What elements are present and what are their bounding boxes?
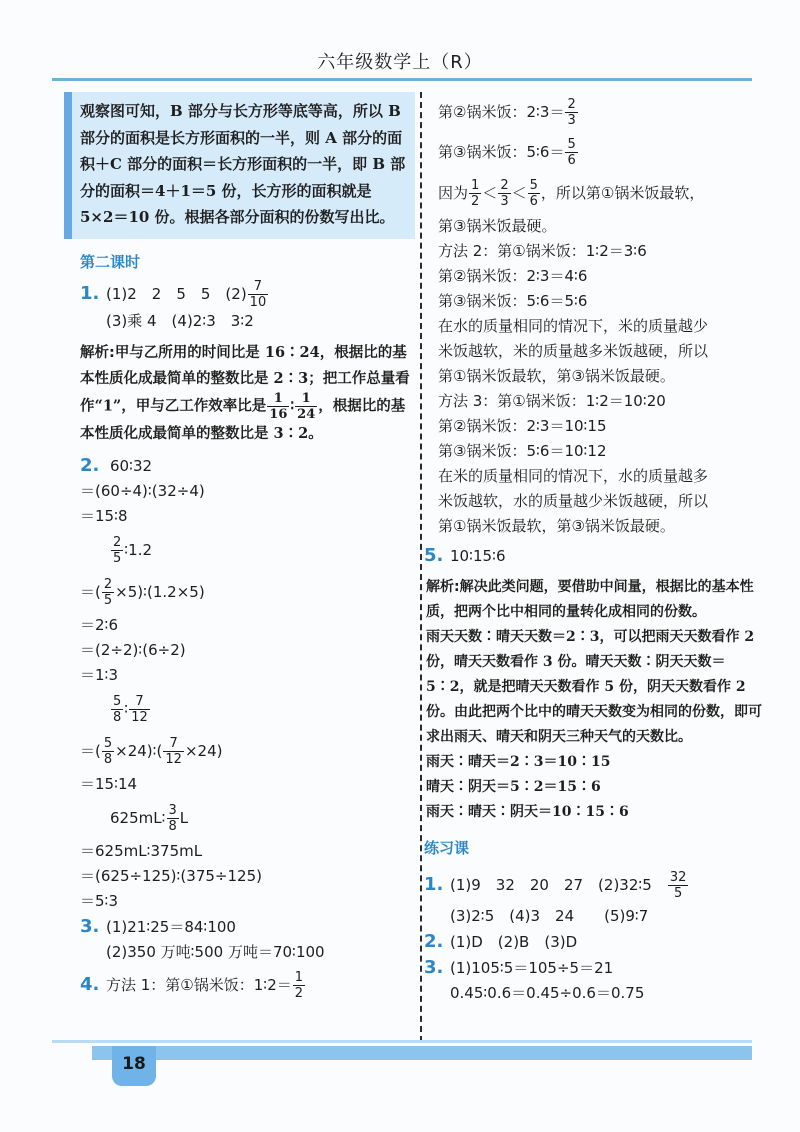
q2-c1-fraction-2: $\frac{7}{12}$ [131, 693, 148, 725]
m3-3: 第③锅米饭：5∶6＝10∶12 [438, 442, 607, 460]
q2-d1-fraction: $\frac{3}{8}$ [168, 802, 177, 834]
q1-number: 1. [80, 282, 100, 304]
p3-number: 3. [424, 957, 444, 978]
m2-4: 在水的质量相同的情况下，米的质量越少 [438, 317, 709, 335]
q2-d3: ＝(625÷125)∶(375÷125) [80, 866, 262, 885]
q2-b2-fraction: $\frac{2}{5}$ [103, 576, 113, 608]
explain-5-r1: 雨天∶晴天＝2∶3＝10∶15 [426, 754, 611, 770]
p3-line2: 0.45∶0.6＝0.45÷0.6＝0.75 [450, 984, 645, 1002]
q2-a1: 60∶32 [110, 456, 153, 475]
q2-b3: ＝2∶6 [80, 615, 118, 634]
explain-1 [80, 340, 415, 447]
explain-5-body: 雨天天数∶晴天天数＝2∶3，可以把雨天天数看作 2 份，晴天天数看作 3 份。晴天天数∶阴天天数＝5∶2，就是把晴天天数看作 5 份，阴天天数看作 2 份。由此把两个比中的晴天天数变为相同的份数，即可求出雨天、晴天和阴天三种天气的天数比。 [426, 629, 762, 745]
m2-5: 米饭越软，米的质量越多米饭越硬，所以 [438, 342, 709, 360]
q2-c2: ＝( $\frac{5}{8}$ ×24)∶( $\frac{7}{12}$ ×24) [80, 735, 223, 767]
q3-line1: 3. (1)21∶25＝84∶100 [80, 915, 236, 937]
q2-b1-fraction: $\frac{2}{5}$ [113, 534, 122, 566]
q4-fraction: $\frac{1}{2}$ [294, 969, 304, 1001]
note-box: 观察图可知，B 部分与长方形等底等高，所以 B 部分的面积是长方形面积的一半，则 A 部分的面积＋C 部分的面积＝长方形面积的一半，即 B 部分的面积＝4＋1＝5 份，长方形的面积就是 5×2＝10 份。根据各部分面积的份数写出比。 [64, 92, 415, 239]
q4-number: 4. [80, 973, 100, 995]
q2-b4: ＝(2÷2)∶(6÷2) [80, 640, 186, 659]
footer-bar [92, 1046, 752, 1060]
p1-fraction: $\frac{32}{5}$ [669, 870, 687, 901]
r-frac-3: $\frac{5}{6}$ [529, 178, 538, 209]
q3-line2: (2)350 万吨∶500 万吨＝70∶100 [106, 942, 325, 961]
ratio-sign: ∶ [290, 397, 295, 414]
m3-1: 方法 3：第①锅米饭：1∶2＝10∶20 [438, 392, 666, 410]
r-line1: 第②锅米饭：2∶3＝ $\frac{2}{3}$ [438, 97, 576, 128]
p1-number: 1. [424, 874, 444, 895]
footer-line [52, 1040, 752, 1043]
q1-line1 [80, 280, 415, 309]
q2-d2: ＝625mL∶375mL [80, 841, 203, 860]
p3-line1: 3. (1)105∶5＝105÷5＝21 [424, 957, 614, 978]
q2-a3: ＝15∶8 [80, 506, 128, 525]
r-frac-2: $\frac{2}{3}$ [500, 178, 509, 209]
q2-c2-fraction-1: $\frac{5}{8}$ [103, 735, 113, 767]
explain-label: 解析: [80, 344, 115, 361]
explain-5: 解析:解决此类问题，要借助中间量，根据比的基本性质，把两个比中相同的量转化成相同的份数。 [426, 579, 754, 620]
p1-line1: 1. (1)9 32 20 27 (2)32∶5 $\frac{32}{5}$ [424, 866, 768, 904]
m3-5: 米饭越软，水的质量越少米饭越硬，所以 [438, 492, 709, 510]
m2-1: 方法 2：第①锅米饭：1∶2＝3∶6 [438, 242, 647, 260]
explain-5-r3: 雨天∶晴天∶阴天＝10∶15∶6 [426, 804, 629, 820]
explain-1-text: 甲与乙所用的时间比是 16∶24，根据比的基本性质化成最简单的整数比是 2∶3；把工作总量看作“1”，甲与乙工作效率比是 [80, 343, 410, 414]
page-header-title: 六年级数学上（R） [317, 52, 483, 73]
q2-c1: $\frac{5}{8}$ ∶ $\frac{7}{12}$ [113, 693, 148, 725]
m3-6: 第①锅米饭最软，第③锅米饭最硬。 [438, 517, 675, 535]
q2-a2: ＝(60÷4)∶(32÷4) [80, 481, 205, 500]
q2-number: 2. [80, 454, 100, 476]
r-line4: 第③锅米饭最硬。 [438, 217, 557, 235]
r-line2-fraction: $\frac{5}{6}$ [567, 137, 576, 168]
p1-line2: (3)2∶5 (4)3 24 (5)9∶7 [450, 907, 649, 925]
q1-line2: (3)乘 4 (4)2∶3 3∶2 [106, 311, 254, 330]
q2-b1: $\frac{2}{5}$ ∶1.2 [113, 534, 153, 566]
m2-2: 第②锅米饭：2∶3＝4∶6 [438, 267, 588, 285]
explain-fraction-1: $\frac{1}{16}$ [269, 390, 288, 422]
q2-line-a1 [80, 453, 415, 479]
explain-5-r2: 晴天∶阴天＝5∶2＝15∶6 [426, 779, 601, 795]
page-number: 18 [112, 1046, 156, 1086]
right-column [424, 92, 768, 1006]
explain-1-text-2: ，根据比的基本性质化成最简单的整数比是 3∶2。 [80, 397, 406, 442]
q2-c1-fraction-1: $\frac{5}{8}$ [113, 693, 122, 725]
r-line3: 因为 $\frac{1}{2}$ ＜ $\frac{2}{3}$ ＜ $\frac{5}{6}$ ，所以第①锅米饭最软， [438, 178, 705, 209]
q4-line1: 4. 方法 1：第①锅米饭：1∶2＝ $\frac{1}{2}$ [80, 965, 415, 1005]
m2-3: 第③锅米饭：5∶6＝5∶6 [438, 292, 588, 310]
header-divider [52, 78, 752, 81]
p2-line: 2. (1)D (2)B (3)D [424, 931, 578, 952]
q5-line: 5. 10∶15∶6 [424, 545, 506, 566]
q2-b2: ＝( $\frac{2}{5}$ ×5)∶(1.2×5) [80, 576, 205, 608]
section-title-lesson2: 第二课时 [80, 252, 141, 271]
section-title-practice: 练习课 [424, 839, 470, 857]
m3-4: 在米的质量相同的情况下，水的质量越多 [438, 467, 709, 485]
q1-fraction: $\frac{7}{10}$ [249, 278, 267, 310]
r-frac-1: $\frac{1}{2}$ [471, 178, 480, 209]
explain-fraction-2: $\frac{1}{24}$ [297, 390, 316, 422]
q1-text: (1)2 2 5 5 (2) [106, 284, 247, 303]
m3-2: 第②锅米饭：2∶3＝10∶15 [438, 417, 607, 435]
q2-b5: ＝1∶3 [80, 665, 118, 684]
q5-number: 5. [424, 545, 444, 566]
q2-d4: ＝5∶3 [80, 891, 118, 910]
m2-6: 第①锅米饭最软，第③锅米饭最硬。 [438, 367, 675, 385]
r-line2: 第③锅米饭：5∶6＝ $\frac{5}{6}$ [438, 137, 576, 168]
left-column [80, 92, 415, 1005]
p2-number: 2. [424, 931, 444, 952]
r-line1-fraction: $\frac{2}{3}$ [567, 97, 576, 128]
q3-number: 3. [80, 915, 100, 937]
q2-d1: 625mL∶ $\frac{3}{8}$ L [110, 802, 189, 834]
q2-c2-fraction-2: $\frac{7}{12}$ [165, 735, 182, 767]
column-divider [420, 92, 422, 1042]
q2-c3: ＝15∶14 [80, 774, 138, 793]
explain-5-label: 解析: [426, 579, 460, 595]
